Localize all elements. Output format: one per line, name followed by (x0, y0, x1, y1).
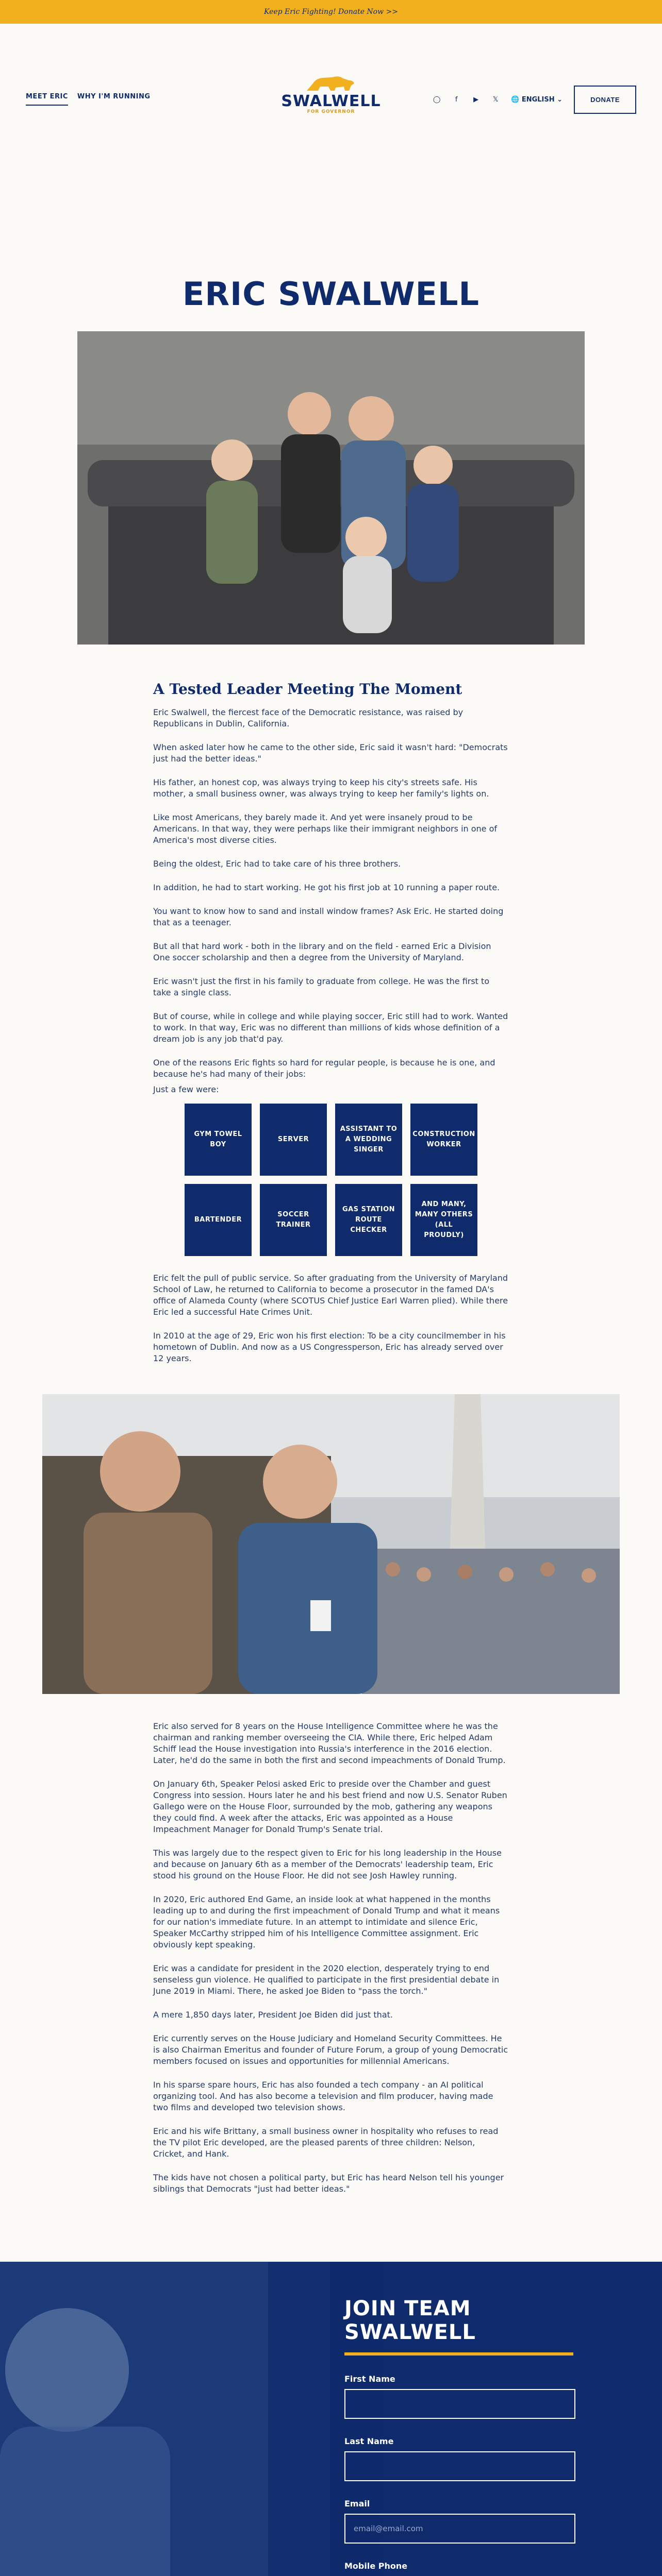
jobs-grid (153, 1104, 509, 1256)
donate-banner-link[interactable]: Keep Eric Fighting! Donate Now >> (263, 8, 399, 16)
bio-paragraph: His father, an honest cop, was always trying to keep his city's streets safe. His mother, a small business owner, was always trying to keep her family's lights on. (153, 777, 489, 799)
bio-paragraph: In addition, he had to start working. He got his first job at 10 running a paper route. (153, 883, 500, 892)
donate-button[interactable]: DONATE (574, 86, 636, 114)
last-name-label: Last Name (344, 2436, 394, 2446)
email-label: Email (344, 2499, 370, 2509)
job-tile: CONSTRUCTION WORKER (410, 1104, 477, 1176)
career-paragraph: The kids have not chosen a political party, but Eric has heard Nelson tell his younger siblings that Democrats "just had better ideas." (153, 2173, 504, 2194)
page-title: ERIC SWALWELL (183, 275, 479, 313)
mobile-field-group (344, 2561, 576, 2576)
signup-form (344, 2297, 576, 2576)
job-tile: AND MANY, MANY OTHERS (ALL PROUDLY) (410, 1184, 477, 1256)
job-tile: GAS STATION ROUTE CHECKER (335, 1184, 402, 1256)
instagram-icon[interactable]: ◯ (433, 96, 441, 104)
first-name-field-group (344, 2374, 576, 2419)
youtube-icon[interactable]: ▶ (473, 96, 479, 104)
nav-why-running[interactable]: WHY I'M RUNNING (77, 93, 151, 100)
title-underline (344, 2352, 573, 2355)
job-tile: SOCCER TRAINER (260, 1184, 327, 1256)
last-name-input[interactable] (344, 2451, 575, 2481)
bio-section (153, 681, 509, 1364)
career-paragraph: On January 6th, Speaker Pelosi asked Eric to preside over the Chamber and guest Congress into session. Hours later he and his best friend and now U.S. Senator Ruben Gallego were on the House Floor, surrounded by the mob, gathering any weapons they could find. A week after the attacks, Eric was appointed as a House Impeachment Manager for Donald Trump's Senate trial. (153, 1779, 507, 1834)
bio-paragraph: One of the reasons Eric fights so hard for regular people, is because he is one, and because he's had many of their jobs: (153, 1058, 495, 1079)
bio-paragraph: But all that hard work - both in the library and on the field - earned Eric a Division One soccer scholarship and then a degree from the University of Maryland. (153, 941, 491, 962)
email-input[interactable] (344, 2514, 575, 2544)
family-photo (77, 331, 585, 645)
x-icon[interactable]: 𝕏 (492, 96, 499, 104)
bio-paragraph: Eric wasn't just the first in his family to graduate from college. He was the first to take a single class. (153, 976, 490, 997)
job-tile: GYM TOWEL BOY (185, 1104, 252, 1176)
mobile-label: Mobile Phone (344, 2561, 408, 2571)
last-name-field-group (344, 2436, 576, 2481)
career-paragraph: Eric currently serves on the House Judiciary and Homeland Security Committees. He is also Chairman Emeritus and founder of Future Forum, a group of young Democratic members focused on issues and opportunities for millennial Americans. (153, 2033, 508, 2066)
facebook-icon[interactable]: f (455, 96, 458, 104)
top-banner (0, 0, 662, 24)
career-paragraph: Eric was a candidate for president in the 2020 election, desperately trying to end senseless gun violence. He qualified to participate in the first presidential debate in June 2019 in Miami. There, he asked Joe Biden to "pass the torch." (153, 1963, 500, 1996)
career-paragraph: Eric and his wife Brittany, a small business owner in hospitality who refuses to read the TV pilot Eric developed, are the pleased parents of three children: Nelson, Cricket, and Hank. (153, 2126, 499, 2159)
bio-paragraph: Eric Swalwell, the fiercest face of the Democratic resistance, was raised by Republicans in Dublin, California. (153, 707, 464, 728)
header-utilities (433, 86, 636, 114)
rally-photo (42, 1394, 620, 1694)
job-tile: SERVER (260, 1104, 327, 1176)
career-paragraph: This was largely due to the respect given to Eric for his long leadership in the House and because on January 6th as a member of the Democrats' leadership team, Eric stood his ground on the House Floor. He did not see Josh Hawley running. (153, 1848, 502, 1880)
bio-paragraph: But of course, while in college and while playing soccer, Eric still had to work. Wanted to work. In that way, Eric was no different than millions of kids whose definition of a dream job is any job that'd pay. (153, 1011, 508, 1044)
bio-paragraph: Being the oldest, Eric had to take care of his three brothers. (153, 859, 401, 869)
site-header (0, 24, 662, 132)
bear-icon (303, 73, 359, 94)
first-name-label: First Name (344, 2374, 395, 2384)
bio-heading: A Tested Leader Meeting The Moment (153, 681, 462, 698)
career-paragraph: In his sparse spare hours, Eric has also founded a tech company - an AI political organizing tool. And has also become a television and film producer, having made two films and developed two television shows. (153, 2080, 493, 2112)
bio-paragraph: Like most Americans, they barely made it. And yet were insanely proud to be Americans. In that way, they were perhaps like their immigrant neighbors in one of America's most diverse cities. (153, 812, 498, 845)
logo-subtitle: FOR GOVERNOR (307, 109, 355, 114)
globe-icon: 🌐 (511, 96, 520, 104)
join-section (0, 2262, 662, 2576)
career-section (153, 1721, 509, 2195)
language-selector[interactable] (511, 96, 562, 104)
job-tile: ASSISTANT TO A WEDDING SINGER (335, 1104, 402, 1176)
jobs-intro: Just a few were: (153, 1084, 219, 1094)
bio-paragraph: You want to know how to sand and install window frames? Ask Eric. He started doing that as a teenager. (153, 906, 504, 927)
bio-paragraph: In 2010 at the age of 29, Eric won his first election: To be a city councilmember in his hometown of Dublin. And now as a US Congressperson, Eric has already served over 12 years. (153, 1331, 506, 1363)
email-field-group (344, 2499, 576, 2544)
logo-wordmark: SWALWELL (281, 92, 381, 110)
career-paragraph: A mere 1,850 days later, President Joe Biden did just that. (153, 2010, 393, 2020)
bio-paragraph: Eric felt the pull of public service. So after graduating from the University of Maryland School of Law, he returned to California to become a prosecutor in the famed DA's office of Alameda County (where SCOTUS Chief Justice Earl Warren plied). While there Eric led a successful Hate Crimes Unit. (153, 1273, 508, 1317)
career-paragraph: Eric also served for 8 years on the House Intelligence Committee where he was the chairman and ranking member overseeing the CIA. While there, Eric helped Adam Schiff lead the House investigation into Russia's interference in the 2016 election. Later, he'd do the same in both the first and second impeachments of Donald Trump. (153, 1721, 506, 1765)
first-name-input[interactable] (344, 2389, 575, 2419)
join-title: JOIN TEAM SWALWELL (344, 2297, 476, 2344)
nav-meet-eric[interactable]: MEET ERIC (26, 93, 68, 106)
job-tile: BARTENDER (185, 1184, 252, 1256)
career-paragraph: In 2020, Eric authored End Game, an inside look at what happened in the months leading up to and during the first impeachment of Donald Trump and what it means for our nation's immediate future. In an attempt to intimidate and silence Eric, Speaker McCarthy stripped him of his Intelligence Committee assignment. Eric obviously kept speaking. (153, 1894, 500, 1950)
bio-paragraph: When asked later how he came to the other side, Eric said it wasn't hard: "Democrats just had the better ideas." (153, 742, 508, 764)
language-label: ENGLISH (521, 96, 555, 104)
chevron-down-icon: ⌄ (557, 96, 563, 104)
